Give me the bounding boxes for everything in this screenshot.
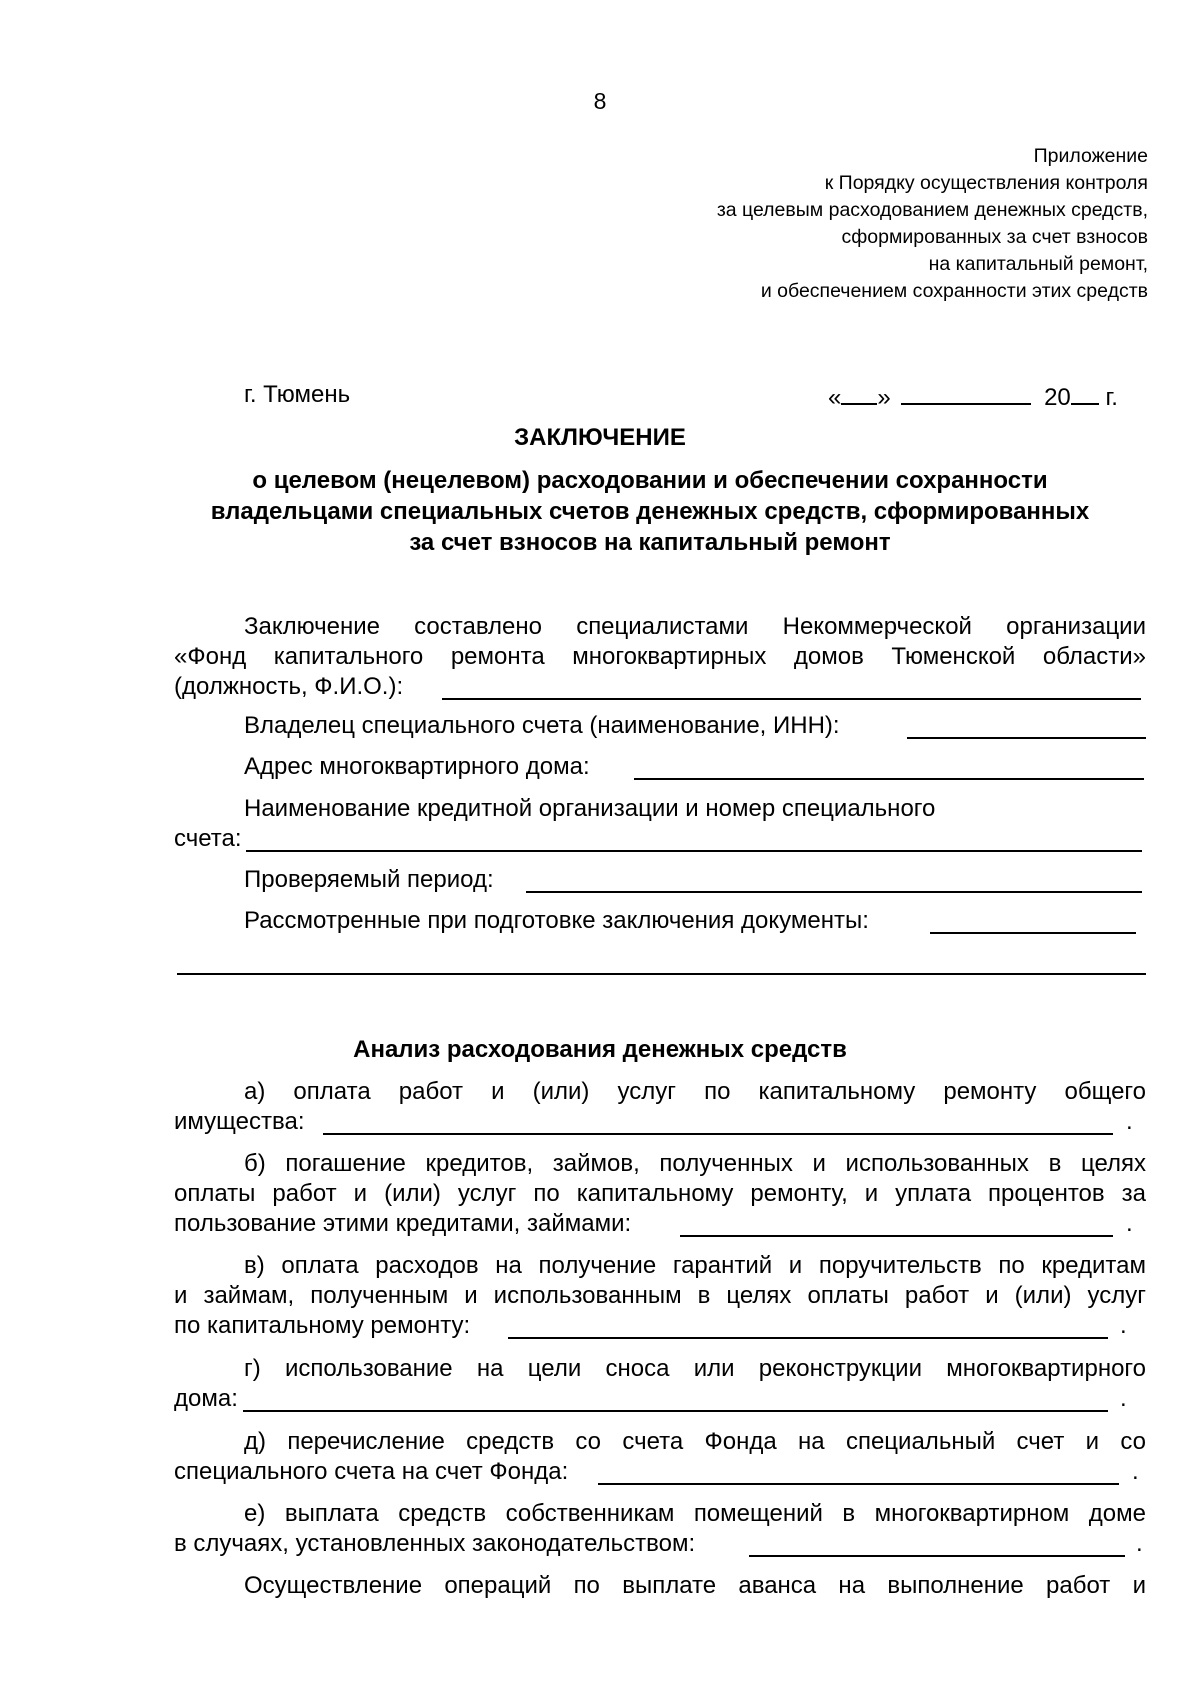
documents-field: [174, 907, 1146, 937]
item-a-label: имущества:: [174, 1108, 305, 1135]
item-b-blank: [680, 1235, 1113, 1237]
intro-line-with-blank: [174, 673, 1146, 703]
period-mark: .: [1132, 1458, 1139, 1485]
bank-field-line2: [174, 825, 1146, 855]
item-g-label: дома:: [174, 1385, 238, 1412]
bank-field-line1: [174, 795, 1146, 825]
item-a-line: а) оплата работ и (или) услуг по капитальному ремонту общего: [244, 1078, 1146, 1105]
documents-continuation: [174, 948, 1146, 978]
owner-blank: [907, 737, 1146, 739]
item-v-label: по капитальному ремонту:: [174, 1312, 471, 1339]
item-e-label: в случаях, установленных законодательством:: [174, 1530, 696, 1557]
city-label: г. Тюмень: [244, 381, 351, 408]
item-e-blank: [749, 1555, 1125, 1557]
day-blank: [841, 381, 877, 405]
item-v-line: и займам, полученным и использованным в целях оплаты работ и (или) услуг: [174, 1282, 1146, 1309]
position-blank: [442, 698, 1141, 700]
date-close-quote: »: [877, 384, 891, 411]
item-d-label: специального счета на счет Фонда:: [174, 1458, 569, 1485]
documents-blank-2: [177, 973, 1146, 975]
year-prefix: 20: [1044, 384, 1071, 411]
item-g-blank: [243, 1410, 1108, 1412]
item-v-blank: [508, 1337, 1108, 1339]
documents-blank: [930, 932, 1136, 934]
account-blank: [246, 850, 1142, 852]
bank-label: Наименование кредитной организации и номер специального: [244, 795, 936, 822]
documents-label: Рассмотренные при подготовке заключения документы:: [244, 907, 869, 934]
item-b-field: [174, 1210, 1146, 1240]
item-b-line: оплаты работ и (или) услуг по капитальному ремонту, и уплата процентов за: [174, 1180, 1146, 1207]
item-d-field: [174, 1458, 1146, 1488]
position-label: (должность, Ф.И.О.):: [174, 673, 404, 700]
continuation-line: Осуществление операций по выплате аванса на выполнение работ и: [244, 1572, 1146, 1599]
appendix-line: и обеспечением сохранности этих средств: [760, 280, 1148, 302]
subtitle-line: за счет взносов на капитальный ремонт: [409, 529, 891, 556]
item-v-field: [174, 1312, 1146, 1342]
item-v-line: в) оплата расходов на получение гарантий и поручительств по кредитам: [244, 1252, 1146, 1279]
date-open-quote: «: [828, 384, 842, 411]
item-d-blank: [598, 1483, 1119, 1485]
item-e-field: [174, 1530, 1146, 1560]
owner-label: Владелец специального счета (наименование, ИНН):: [244, 712, 840, 739]
analysis-title: Анализ расходования денежных средств: [353, 1036, 847, 1063]
period-field: [174, 866, 1146, 896]
address-label: Адрес многоквартирного дома:: [244, 753, 590, 780]
month-blank: [901, 381, 1031, 405]
item-a-blank: [323, 1133, 1113, 1135]
appendix-block: [717, 143, 1148, 305]
appendix-line: на капитальный ремонт,: [928, 253, 1148, 275]
document-subtitle: [150, 465, 1150, 558]
address-blank: [634, 778, 1144, 780]
appendix-line: к Порядку осуществления контроля: [824, 172, 1148, 194]
period-mark: .: [1136, 1530, 1143, 1557]
item-g-field: [174, 1385, 1146, 1415]
appendix-line: за целевым расходованием денежных средств,: [716, 199, 1148, 221]
date-field: [828, 381, 1118, 412]
owner-field: [174, 712, 1146, 742]
address-field: [174, 753, 1146, 783]
page-number: 8: [593, 88, 607, 114]
period-mark: .: [1120, 1312, 1127, 1339]
period-blank: [526, 891, 1142, 893]
period-label: Проверяемый период:: [244, 866, 494, 893]
intro-line: «Фонд капитального ремонта многоквартирных домов Тюменской области»: [174, 643, 1146, 670]
item-a-field: [174, 1108, 1146, 1138]
item-b-line: б) погашение кредитов, займов, полученных и использованных в целях: [244, 1150, 1146, 1177]
appendix-line: Приложение: [1033, 145, 1148, 167]
subtitle-line: о целевом (нецелевом) расходовании и обеспечении сохранности: [252, 467, 1048, 494]
item-d-line: д) перечисление средств со счета Фонда на специальный счет и со: [244, 1428, 1146, 1455]
item-g-line: г) использование на цели сноса или реконструкции многоквартирного: [244, 1355, 1146, 1382]
period-mark: .: [1126, 1108, 1133, 1135]
year-suffix: г.: [1105, 384, 1118, 411]
intro-line: Заключение составлено специалистами Некоммерческой организации: [244, 613, 1146, 640]
document-title: ЗАКЛЮЧЕНИЕ: [514, 424, 686, 451]
item-b-label: пользование этими кредитами, займами:: [174, 1210, 632, 1237]
year-blank: [1071, 381, 1099, 405]
period-mark: .: [1120, 1385, 1127, 1412]
account-label: счета:: [174, 825, 242, 852]
appendix-line: сформированных за счет взносов: [841, 226, 1148, 248]
period-mark: .: [1126, 1210, 1133, 1237]
subtitle-line: владельцами специальных счетов денежных средств, сформированных: [210, 498, 1090, 525]
item-e-line: е) выплата средств собственникам помещений в многоквартирном доме: [244, 1500, 1146, 1527]
